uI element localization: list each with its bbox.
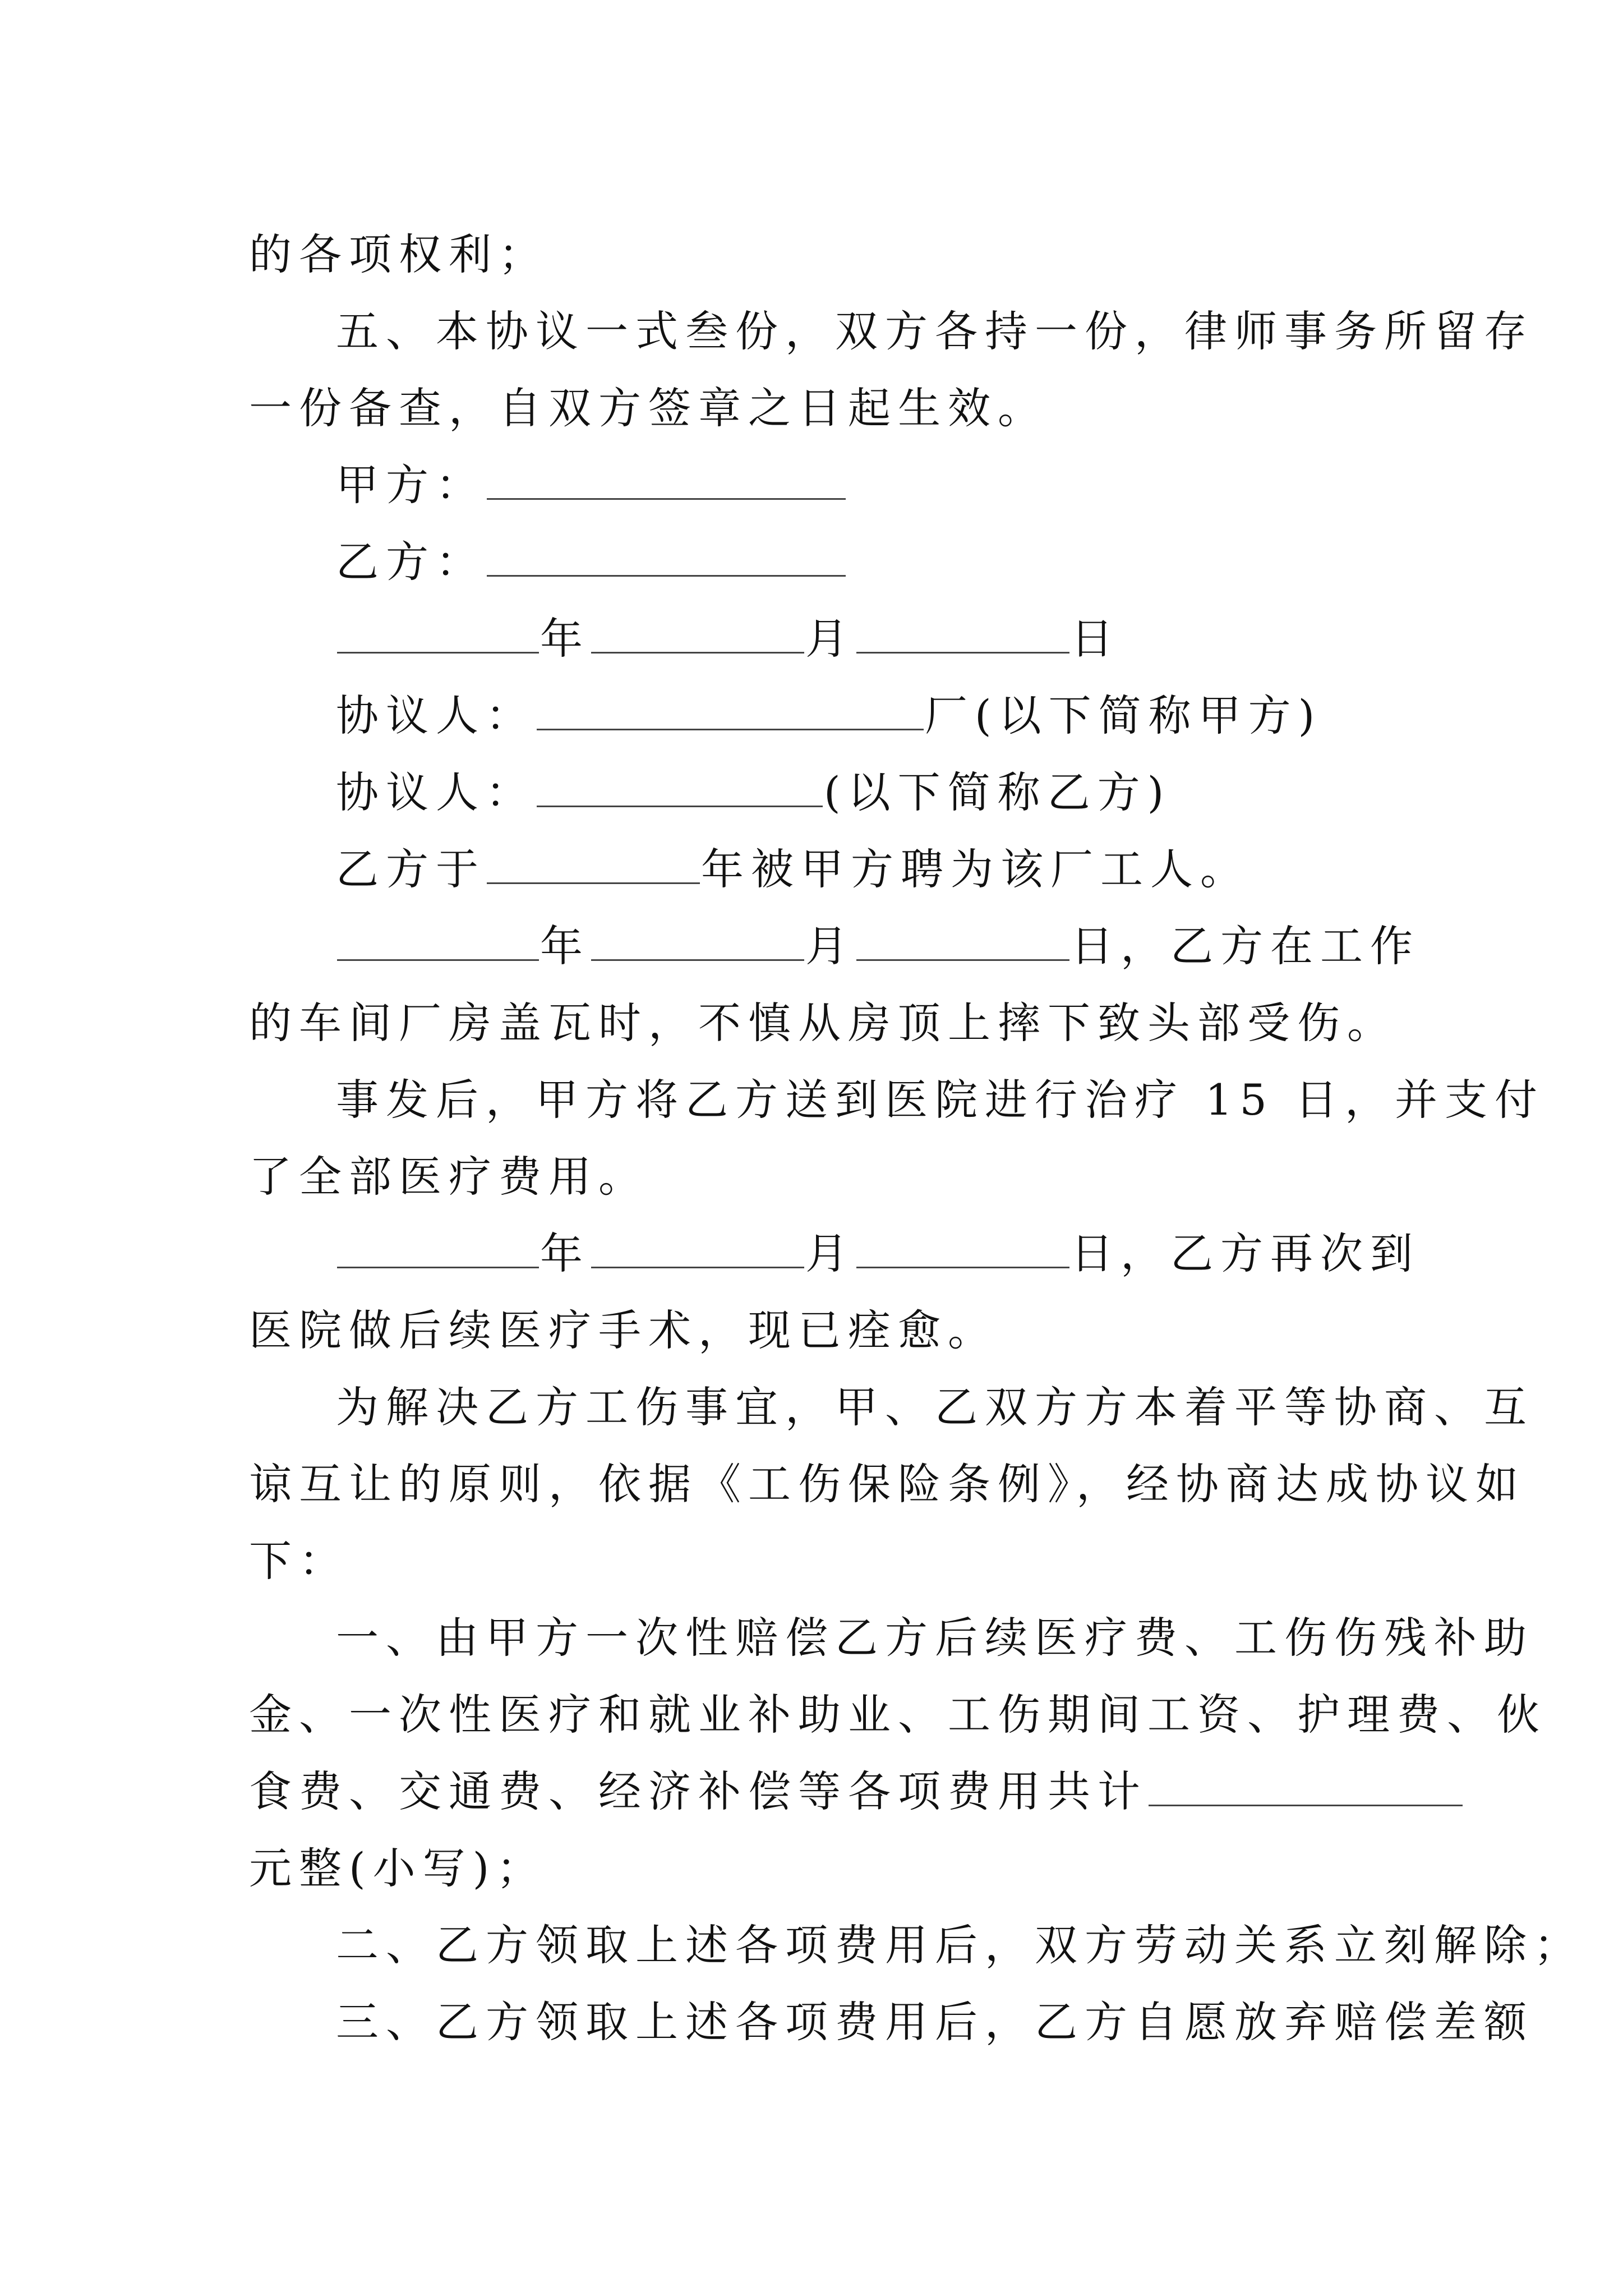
label: 协议人：	[336, 691, 536, 740]
clause-three	[249, 1984, 1534, 2060]
text-line	[249, 370, 1387, 447]
text: 谅互让的原则，依据《工伤保险条例》，经协商达成协议如	[249, 1459, 1525, 1509]
text-line	[249, 1138, 1387, 1215]
text-line	[249, 1676, 1547, 1753]
text: 五、本协议一式叁份，双方各持一份，律师事务所留存	[336, 306, 1534, 356]
day-blank[interactable]	[856, 926, 1069, 961]
month-blank[interactable]	[591, 618, 804, 654]
text: 日，乙方再次到	[1071, 1228, 1420, 1278]
text: 医院做后续医疗手术，现已痊愈。	[249, 1305, 998, 1355]
text: 一份备查，自双方签章之日起生效。	[249, 383, 1048, 433]
text: 事发后，甲方将乙方送到医院进行治疗 15 日，并支付	[336, 1075, 1545, 1125]
amount-blank[interactable]	[1149, 1771, 1463, 1806]
clause-one	[249, 1599, 1534, 1676]
party-b-name-blank[interactable]	[537, 772, 823, 807]
party-a-name-blank[interactable]	[537, 695, 924, 730]
agreement-party-b	[249, 754, 1387, 831]
text-line	[249, 216, 1387, 293]
text: 日	[1071, 614, 1121, 664]
party-a-blank[interactable]	[487, 464, 846, 500]
day-blank[interactable]	[856, 618, 1069, 654]
month-blank[interactable]	[591, 926, 804, 961]
hire-year-blank[interactable]	[487, 849, 700, 884]
text-line	[249, 1753, 1387, 1830]
text: 年被甲方聘为该厂工人。	[701, 844, 1250, 894]
year-blank[interactable]	[337, 618, 539, 654]
label: 协议人：	[336, 767, 536, 817]
text: 年	[540, 1228, 590, 1278]
text-line	[249, 1522, 1387, 1599]
hire-line	[249, 831, 1387, 908]
label: 甲方：	[336, 460, 486, 510]
accident-line	[249, 908, 1420, 984]
party-b-blank[interactable]	[487, 541, 846, 577]
text-line	[249, 1292, 1387, 1369]
text: 月	[805, 614, 855, 664]
text: 下：	[249, 1536, 349, 1586]
text: 元整(小写)；	[249, 1843, 547, 1893]
text: 年	[540, 614, 590, 664]
year-blank[interactable]	[337, 1233, 539, 1268]
text: 厂(以下简称甲方)	[925, 691, 1322, 740]
text: (以下简称乙方)	[824, 767, 1172, 817]
text: 乙方于	[336, 844, 486, 894]
text: 月	[805, 1228, 855, 1278]
month-blank[interactable]	[591, 1233, 804, 1268]
clause-five	[249, 293, 1534, 370]
text: 的各项权利；	[249, 229, 548, 279]
label: 乙方：	[336, 537, 486, 587]
text-line	[249, 1446, 1525, 1522]
text: 的车间厂房盖瓦时，不慎从房顶上摔下致头部受伤。	[249, 998, 1397, 1048]
clause-two	[249, 1907, 1584, 1984]
text: 食费、交通费、经济补偿等各项费用共计	[249, 1766, 1147, 1816]
year-blank[interactable]	[337, 926, 539, 961]
text: 日，乙方在工作	[1071, 921, 1420, 971]
text: 年	[540, 921, 590, 971]
text-line	[249, 1830, 1387, 1907]
text: 金、一次性医疗和就业补助业、工伤期间工资、护理费、伙	[249, 1690, 1547, 1740]
text: 月	[805, 921, 855, 971]
agreement-body	[249, 216, 1584, 2060]
text: 一、由甲方一次性赔偿乙方后续医疗费、工伤伤残补助	[336, 1613, 1534, 1663]
agreement-party-a	[249, 677, 1387, 754]
text: 二、乙方领取上述各项费用后，双方劳动关系立刻解除；	[336, 1920, 1584, 1970]
text: 三、乙方领取上述各项费用后，乙方自愿放弃赔偿差额	[336, 1997, 1534, 2047]
day-blank[interactable]	[856, 1233, 1069, 1268]
text: 为解决乙方工伤事宜，甲、乙双方方本着平等协商、互	[336, 1382, 1534, 1432]
treatment-para	[249, 1061, 1545, 1138]
surgery-line	[249, 1215, 1420, 1292]
text: 了全部医疗费用。	[249, 1152, 648, 1202]
resolve-para	[249, 1369, 1534, 1446]
date-line	[249, 600, 1387, 677]
party-b-signature	[249, 523, 1387, 600]
party-a-signature	[249, 447, 1387, 523]
text-line	[249, 984, 1397, 1061]
